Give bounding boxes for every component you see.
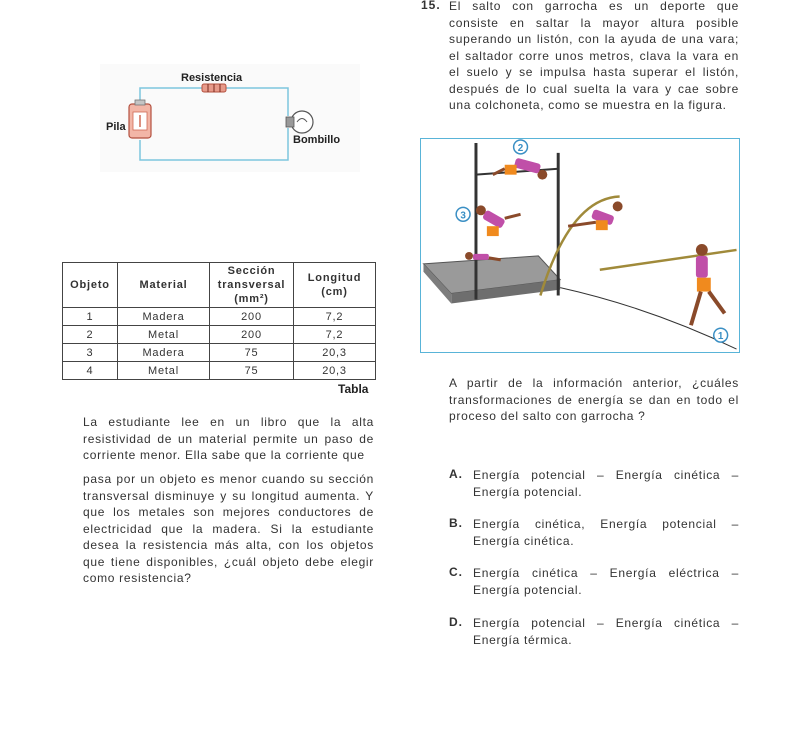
- marker-2: [514, 140, 528, 154]
- option-d-letter[interactable]: D.: [449, 615, 463, 629]
- question-number: 15.: [421, 0, 441, 12]
- table-cell: 4: [63, 362, 118, 380]
- option-c-letter[interactable]: C.: [449, 565, 463, 579]
- table-cell: 7,2: [294, 308, 376, 326]
- option-c-text[interactable]: Energía cinética – Energía eléctrica – Energía potencial.: [473, 566, 739, 597]
- table-cell: Metal: [118, 326, 210, 344]
- battery-label: Pila: [106, 121, 126, 133]
- table-row: [63, 308, 376, 326]
- table-header-row: [63, 263, 376, 308]
- table-cell: Madera: [118, 344, 210, 362]
- table-cell: 7,2: [294, 326, 376, 344]
- vaulter-pole-icon: [568, 201, 622, 230]
- landing-mat-icon: [423, 256, 560, 304]
- table-cell: 200: [210, 326, 294, 344]
- table-cell: 75: [210, 362, 294, 380]
- vaulter-falling-icon: [476, 205, 521, 236]
- table-caption: Tabla: [338, 382, 369, 396]
- option-b-letter[interactable]: B.: [449, 516, 463, 530]
- header-seccion: Sección transversal (mm²): [210, 263, 294, 308]
- table-cell: 1: [63, 308, 118, 326]
- option-d-text[interactable]: Energía potencial – Energía cinética – Energía térmica.: [473, 616, 739, 647]
- marker-label-2: 2: [517, 142, 524, 154]
- battery-icon: [129, 100, 151, 138]
- resistor-icon: [202, 84, 226, 92]
- table-row: [63, 344, 376, 362]
- table-cell: 2: [63, 326, 118, 344]
- header-longitud: Longitud (cm): [294, 263, 376, 308]
- context-paragraph-2: pasa por un objeto es menor cuando su sección transversal disminuye y su longitud aumenta. Y que los metales son mejores conductores de electricidad que la madera. Si la estudiante desea la resistencia más alta, con los objetos que tiene disponibles, ¿cuál objeto debe elegir como resistencia?: [83, 472, 374, 585]
- table-cell: Metal: [118, 362, 210, 380]
- table-cell: 20,3: [294, 344, 376, 362]
- question-text: El salto con garrocha es un deporte que consiste en saltar la mayor altura posible superando un listón, con la ayuda de una vara; el saltador corre unos metros, clava la vara en el suelo y se impulsa hasta superar el listón, después de lo cual suelta la vara y cae sobre una colchoneta, como se muestra en la figura.: [449, 0, 739, 112]
- marker-1: [714, 328, 728, 342]
- option-a-text[interactable]: Energía potencial – Energía cinética – Energía potencial.: [473, 468, 739, 499]
- marker-3: [456, 207, 470, 221]
- marker-label-1: 1: [717, 331, 724, 343]
- table-cell: 3: [63, 344, 118, 362]
- vaulter-over-bar-icon: [493, 158, 547, 180]
- header-objeto: Objeto: [63, 263, 118, 308]
- bulb-label: Bombillo: [293, 134, 341, 146]
- context-paragraph-1: La estudiante lee en un libro que la alta resistividad de un material permite un paso de corriente menor. Ella sabe que la corriente que: [83, 415, 374, 462]
- pole-vault-figure: [420, 138, 740, 353]
- table-cell: 200: [210, 308, 294, 326]
- header-material: Material: [118, 263, 210, 308]
- materials-table: [62, 262, 376, 380]
- table-cell: Madera: [118, 308, 210, 326]
- option-b-text[interactable]: Energía cinética, Energía potencial – Energía cinética.: [473, 517, 739, 548]
- question-prompt: A partir de la información anterior, ¿cuáles transformaciones de energía se dan en todo el proceso del salto con garrocha ?: [449, 376, 739, 423]
- vaulter-landed-icon: [465, 252, 501, 260]
- table-cell: 75: [210, 344, 294, 362]
- option-a-letter[interactable]: A.: [449, 467, 463, 481]
- resistor-label: Resistencia: [181, 72, 243, 84]
- table-cell: 20,3: [294, 362, 376, 380]
- table-row: [63, 326, 376, 344]
- circuit-diagram: [100, 64, 360, 172]
- table-row: [63, 362, 376, 380]
- pole-carried: [600, 250, 737, 270]
- marker-label-3: 3: [460, 210, 466, 222]
